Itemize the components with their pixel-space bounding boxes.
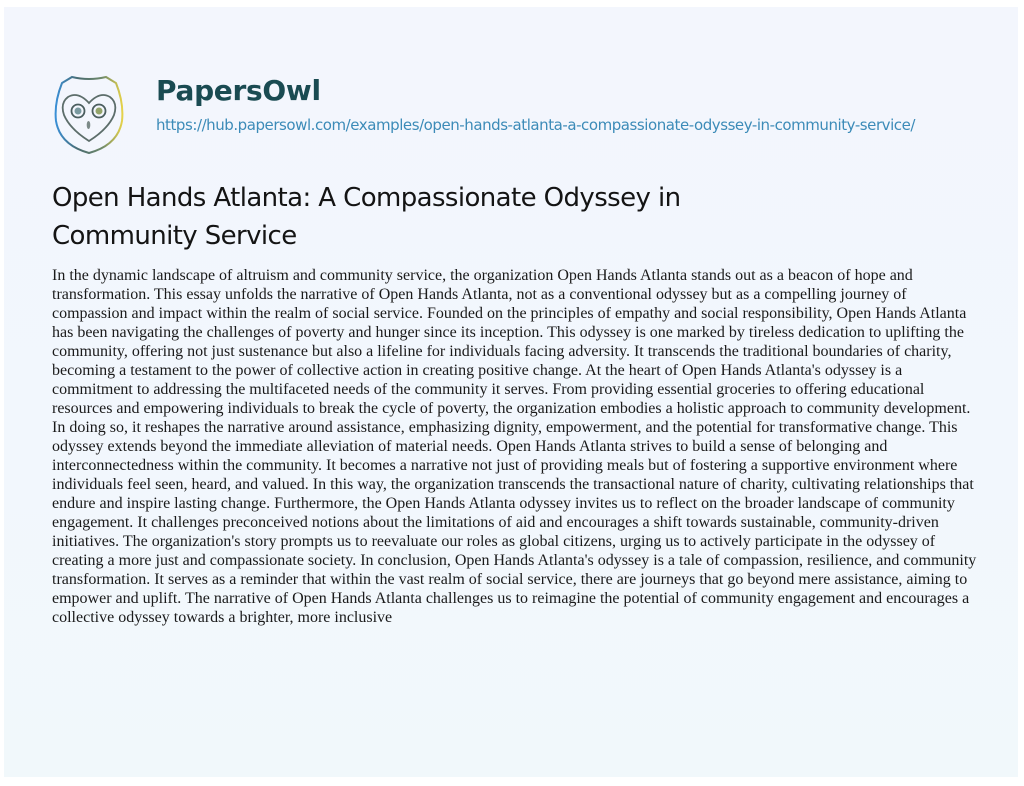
source-url-link[interactable]: https://hub.papersowl.com/examples/open-hands-atlanta-a-compassionate-odyssey-in-community-service/: [156, 116, 915, 134]
brand-name[interactable]: PapersOwl: [156, 74, 321, 107]
article-title: Open Hands Atlanta: A Compassionate Odyssey in Community Service: [52, 183, 681, 251]
article-body: In the dynamic landscape of altruism and community service, the organization Open Hands Atlanta stands out as a beacon of hope and transformation. This essay unfolds the narrative of Open Hands Atlanta, not as a conventional odyssey but as a compelling journey of compassion and impact within the realm of social service. Founded on the principles of empathy and social responsibility, Open Hands Atlanta has been navigating the challenges of poverty and hunger since its inception. This odyssey is one marked by tireless dedication to uplifting the community, offering not just sustenance but also a lifeline for individuals facing adversity. It transcends the traditional boundaries of charity, becoming a testament to the power of collective action in creating positive change. At the heart of Open Hands Atlanta's odyssey is a commitment to addressing the multifaceted needs of the community it serves. From providing essential groceries to offering educational resources and empowering individuals to break the cycle of poverty, the organization embodies a holistic approach to community development. In doing so, it reshapes the narrative around assistance, emphasizing dignity, empowerment, and the potential for transformative change. This odyssey extends beyond the immediate alleviation of material needs. Open Hands Atlanta strives to build a sense of belonging and interconnectedness within the community. It becomes a narrative not just of providing meals but of fostering a supportive environment where individuals feel seen, heard, and valued. In this way, the organization transcends the transactional nature of charity, cultivating relationships that endure and inspire lasting change. Furthermore, the Open Hands Atlanta odyssey invites us to reflect on the broader landscape of community engagement. It challenges preconceived notions about the limitations of aid and encourages a shift towards sustainable, community-driven initiatives. The organization's story prompts us to reevaluate our roles as global citizens, urging us to actively participate in the odyssey of creating a more just and compassionate society. In conclusion, Open Hands Atlanta's odyssey is a tale of compassion, resilience, and community transformation. It serves as a reminder that within the vast realm of social service, there are journeys that go beyond mere assistance, aiming to empower and uplift. The narrative of Open Hands Atlanta challenges us to reimagine the potential of community engagement and encourages a collective odyssey towards a brighter, more inclusive: [52, 267, 977, 626]
owl-logo-icon: [52, 73, 126, 155]
header: [52, 71, 952, 161]
document-page: [4, 7, 1018, 777]
